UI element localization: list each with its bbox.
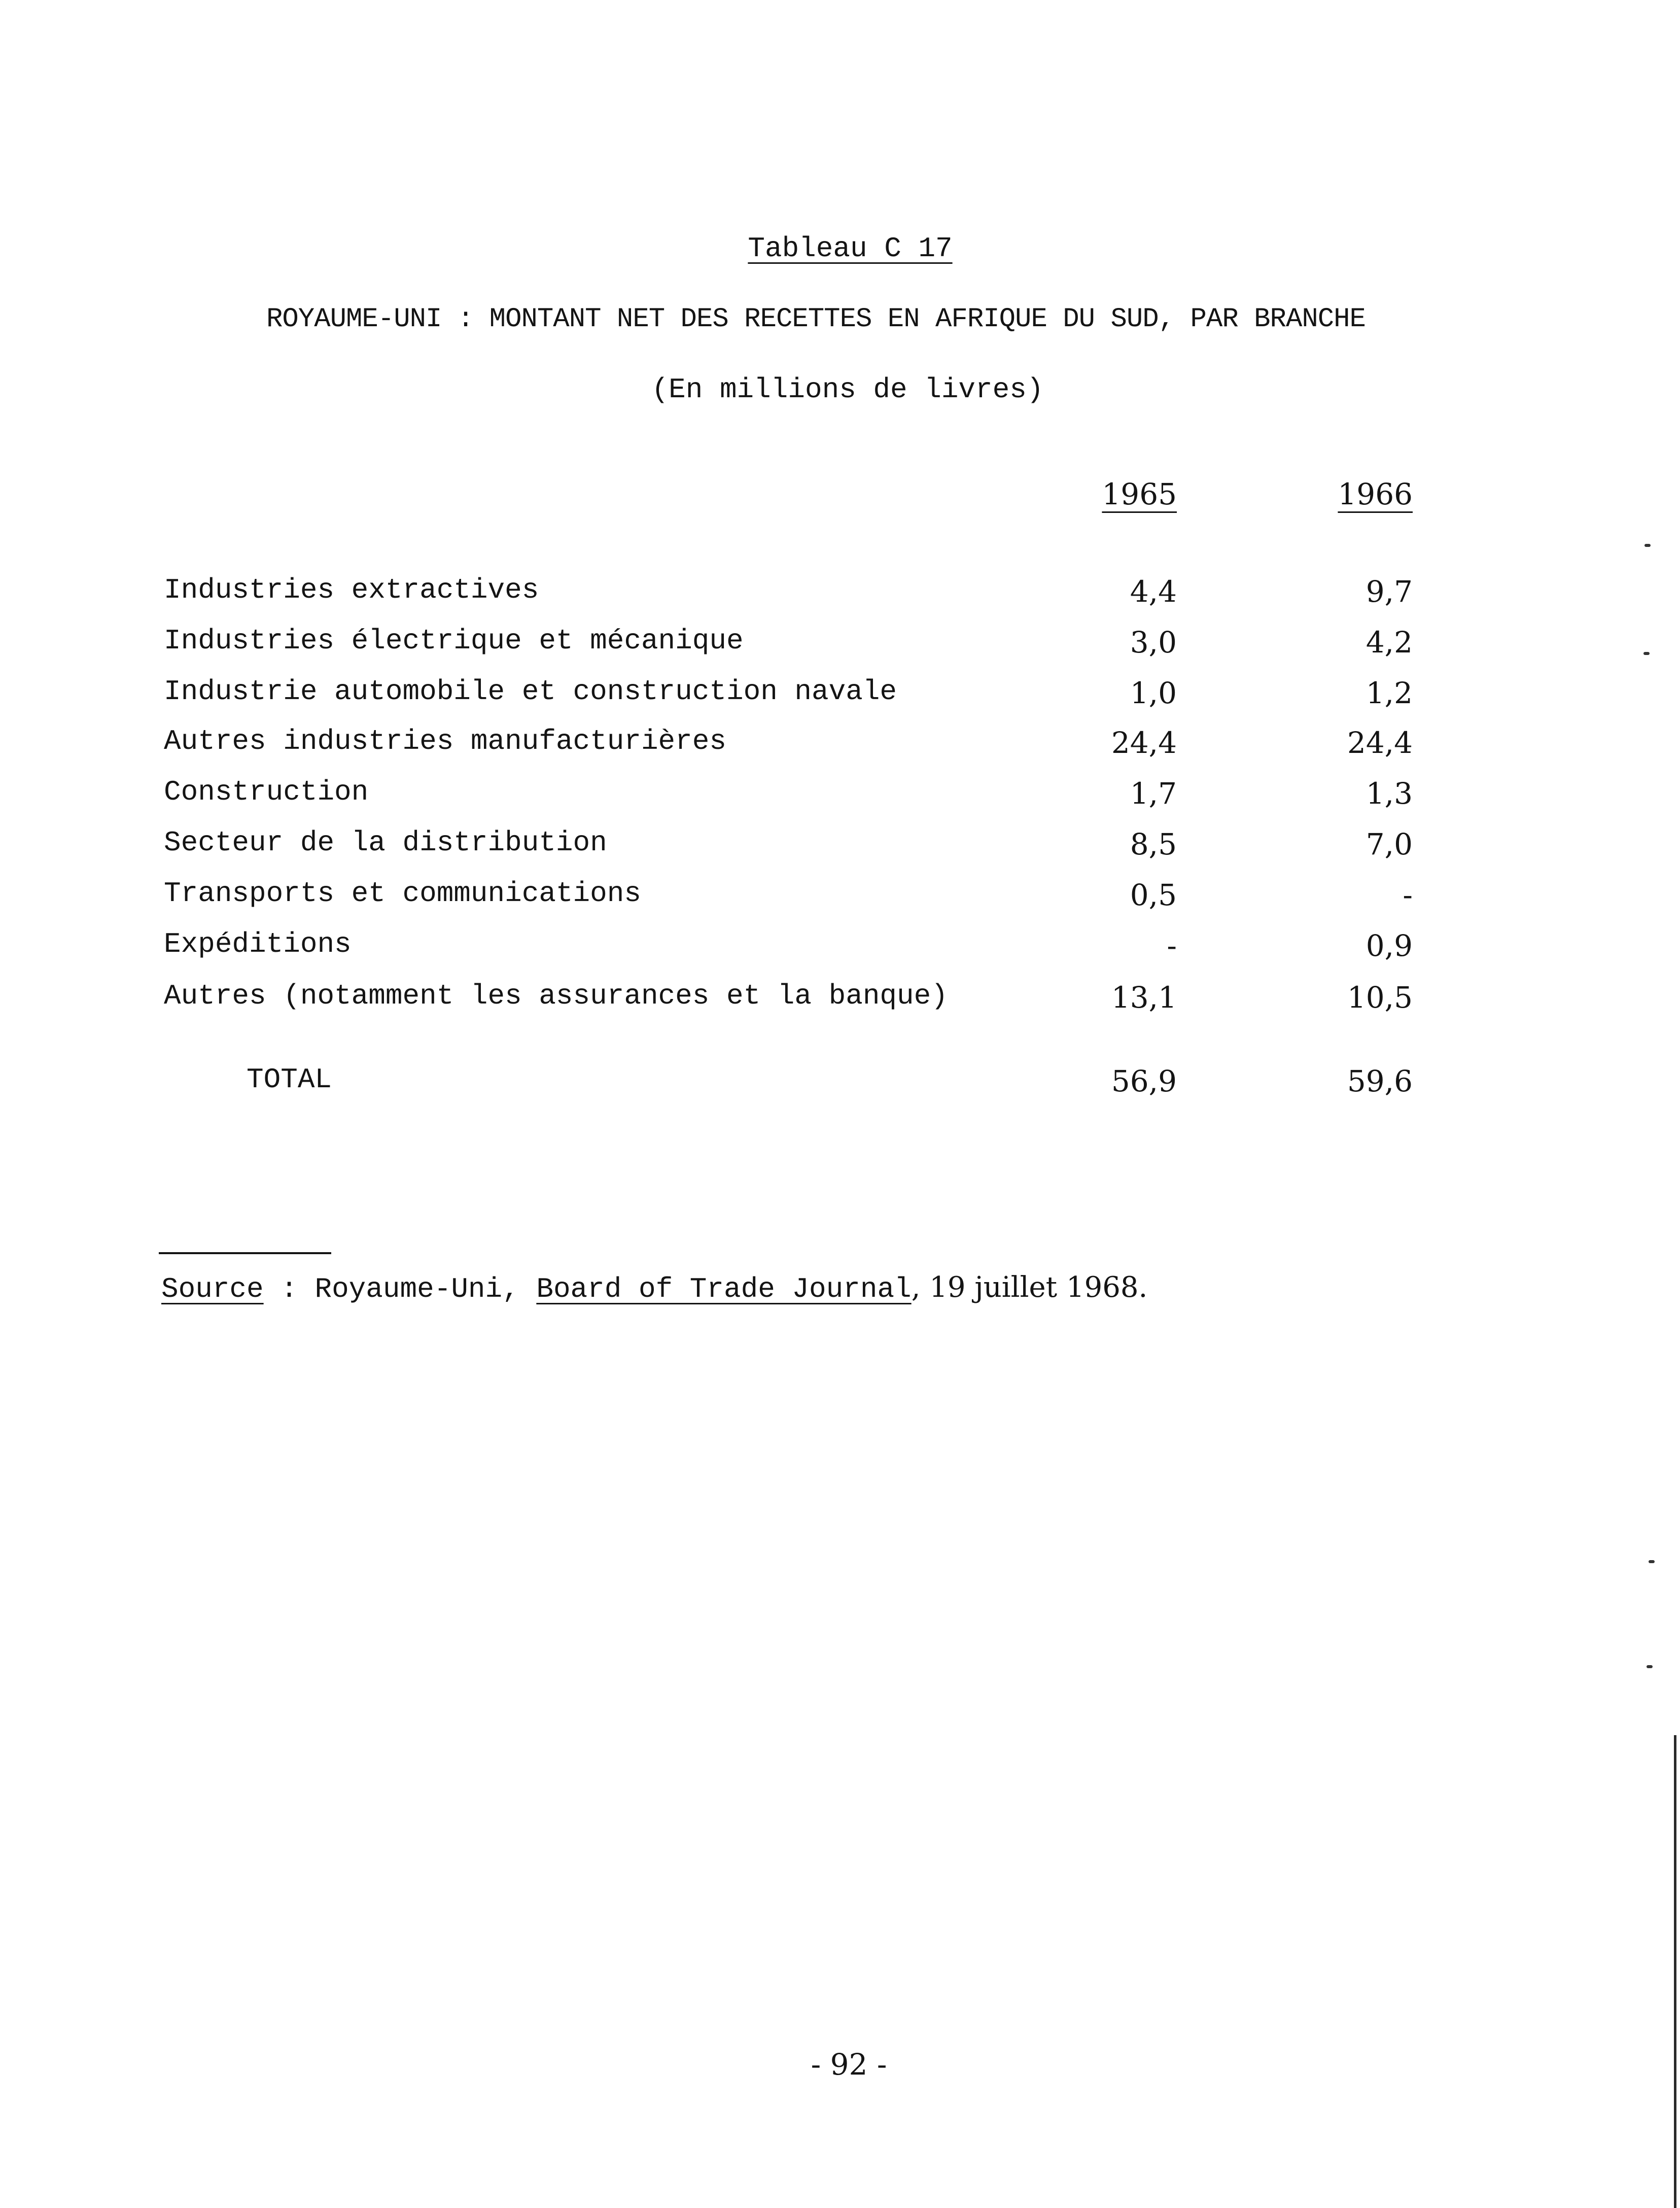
source-country: Royaume-Uni, [314, 1273, 537, 1305]
value-1966: - [1403, 878, 1413, 912]
total-value-1966: 59,6 [1347, 1064, 1413, 1098]
table-units: (En millions de livres) [651, 373, 1044, 406]
value-1965: 24,4 [1111, 726, 1177, 760]
source-label: Source [161, 1273, 264, 1305]
value-1966: 9,7 [1366, 574, 1413, 609]
table-row [0, 727, 1680, 763]
total-row [0, 1065, 1680, 1101]
row-label: Autres (notamment les assurances et la banque) [164, 980, 948, 1012]
column-header-1966: 1966 [1338, 477, 1413, 511]
value-1965: 13,1 [1111, 980, 1177, 1015]
value-1965: 4,4 [1130, 574, 1177, 609]
value-1965: 1,7 [1130, 776, 1177, 811]
value-1965: 0,5 [1130, 878, 1177, 912]
value-1965: - [1167, 928, 1177, 963]
row-label: Expéditions [164, 928, 352, 960]
table-row [0, 778, 1680, 813]
row-label: Industrie automobile et construction navale [164, 675, 897, 708]
value-1965: 8,5 [1130, 827, 1177, 861]
footnote-divider [159, 1252, 331, 1254]
value-1965: 3,0 [1130, 625, 1177, 660]
value-1966: 7,0 [1366, 827, 1413, 861]
page-number: - 92 - [811, 2047, 887, 2082]
source-date: , 19 juillet 1968. [911, 1271, 1148, 1304]
row-label: Transports et communications [164, 877, 641, 910]
table-row [0, 879, 1680, 915]
table-row [0, 576, 1680, 611]
table-row [0, 627, 1680, 662]
row-label: Industries extractives [164, 574, 539, 606]
table-row [0, 930, 1680, 965]
value-1966: 1,3 [1366, 776, 1413, 811]
scan-edge-line [1674, 1735, 1676, 2208]
value-1966: 0,9 [1366, 928, 1413, 963]
value-1966: 1,2 [1366, 676, 1413, 710]
scan-speck [1649, 1560, 1655, 1563]
table-heading: ROYAUME-UNI : MONTANT NET DES RECETTES EN AFRIQUE DU SUD, PAR BRANCHE [266, 304, 1366, 335]
source-publication: Board of Trade Journal [536, 1273, 912, 1305]
table-label: Tableau C 17 [748, 232, 953, 265]
source-colon: : [263, 1273, 315, 1305]
scan-speck [1647, 1665, 1653, 1668]
table-row [0, 826, 1680, 864]
row-label: Secteur de la distribution [164, 826, 607, 859]
value-1966: 24,4 [1347, 726, 1413, 760]
value-1966: 4,2 [1366, 625, 1413, 660]
scan-speck [1644, 544, 1651, 547]
row-label: Construction [164, 776, 369, 808]
value-1966: 10,5 [1347, 980, 1413, 1015]
row-label: Industries électrique et mécanique [164, 625, 744, 657]
table-row [0, 982, 1680, 1017]
total-label: TOTAL [247, 1063, 332, 1096]
row-label: Autres industries manufacturières [164, 725, 726, 757]
source-note [161, 1273, 1147, 1303]
table-row [0, 677, 1680, 713]
value-1965: 1,0 [1130, 676, 1177, 710]
scan-speck [1643, 652, 1650, 655]
total-value-1965: 56,9 [1111, 1064, 1177, 1098]
column-header-1965: 1965 [1102, 477, 1177, 511]
